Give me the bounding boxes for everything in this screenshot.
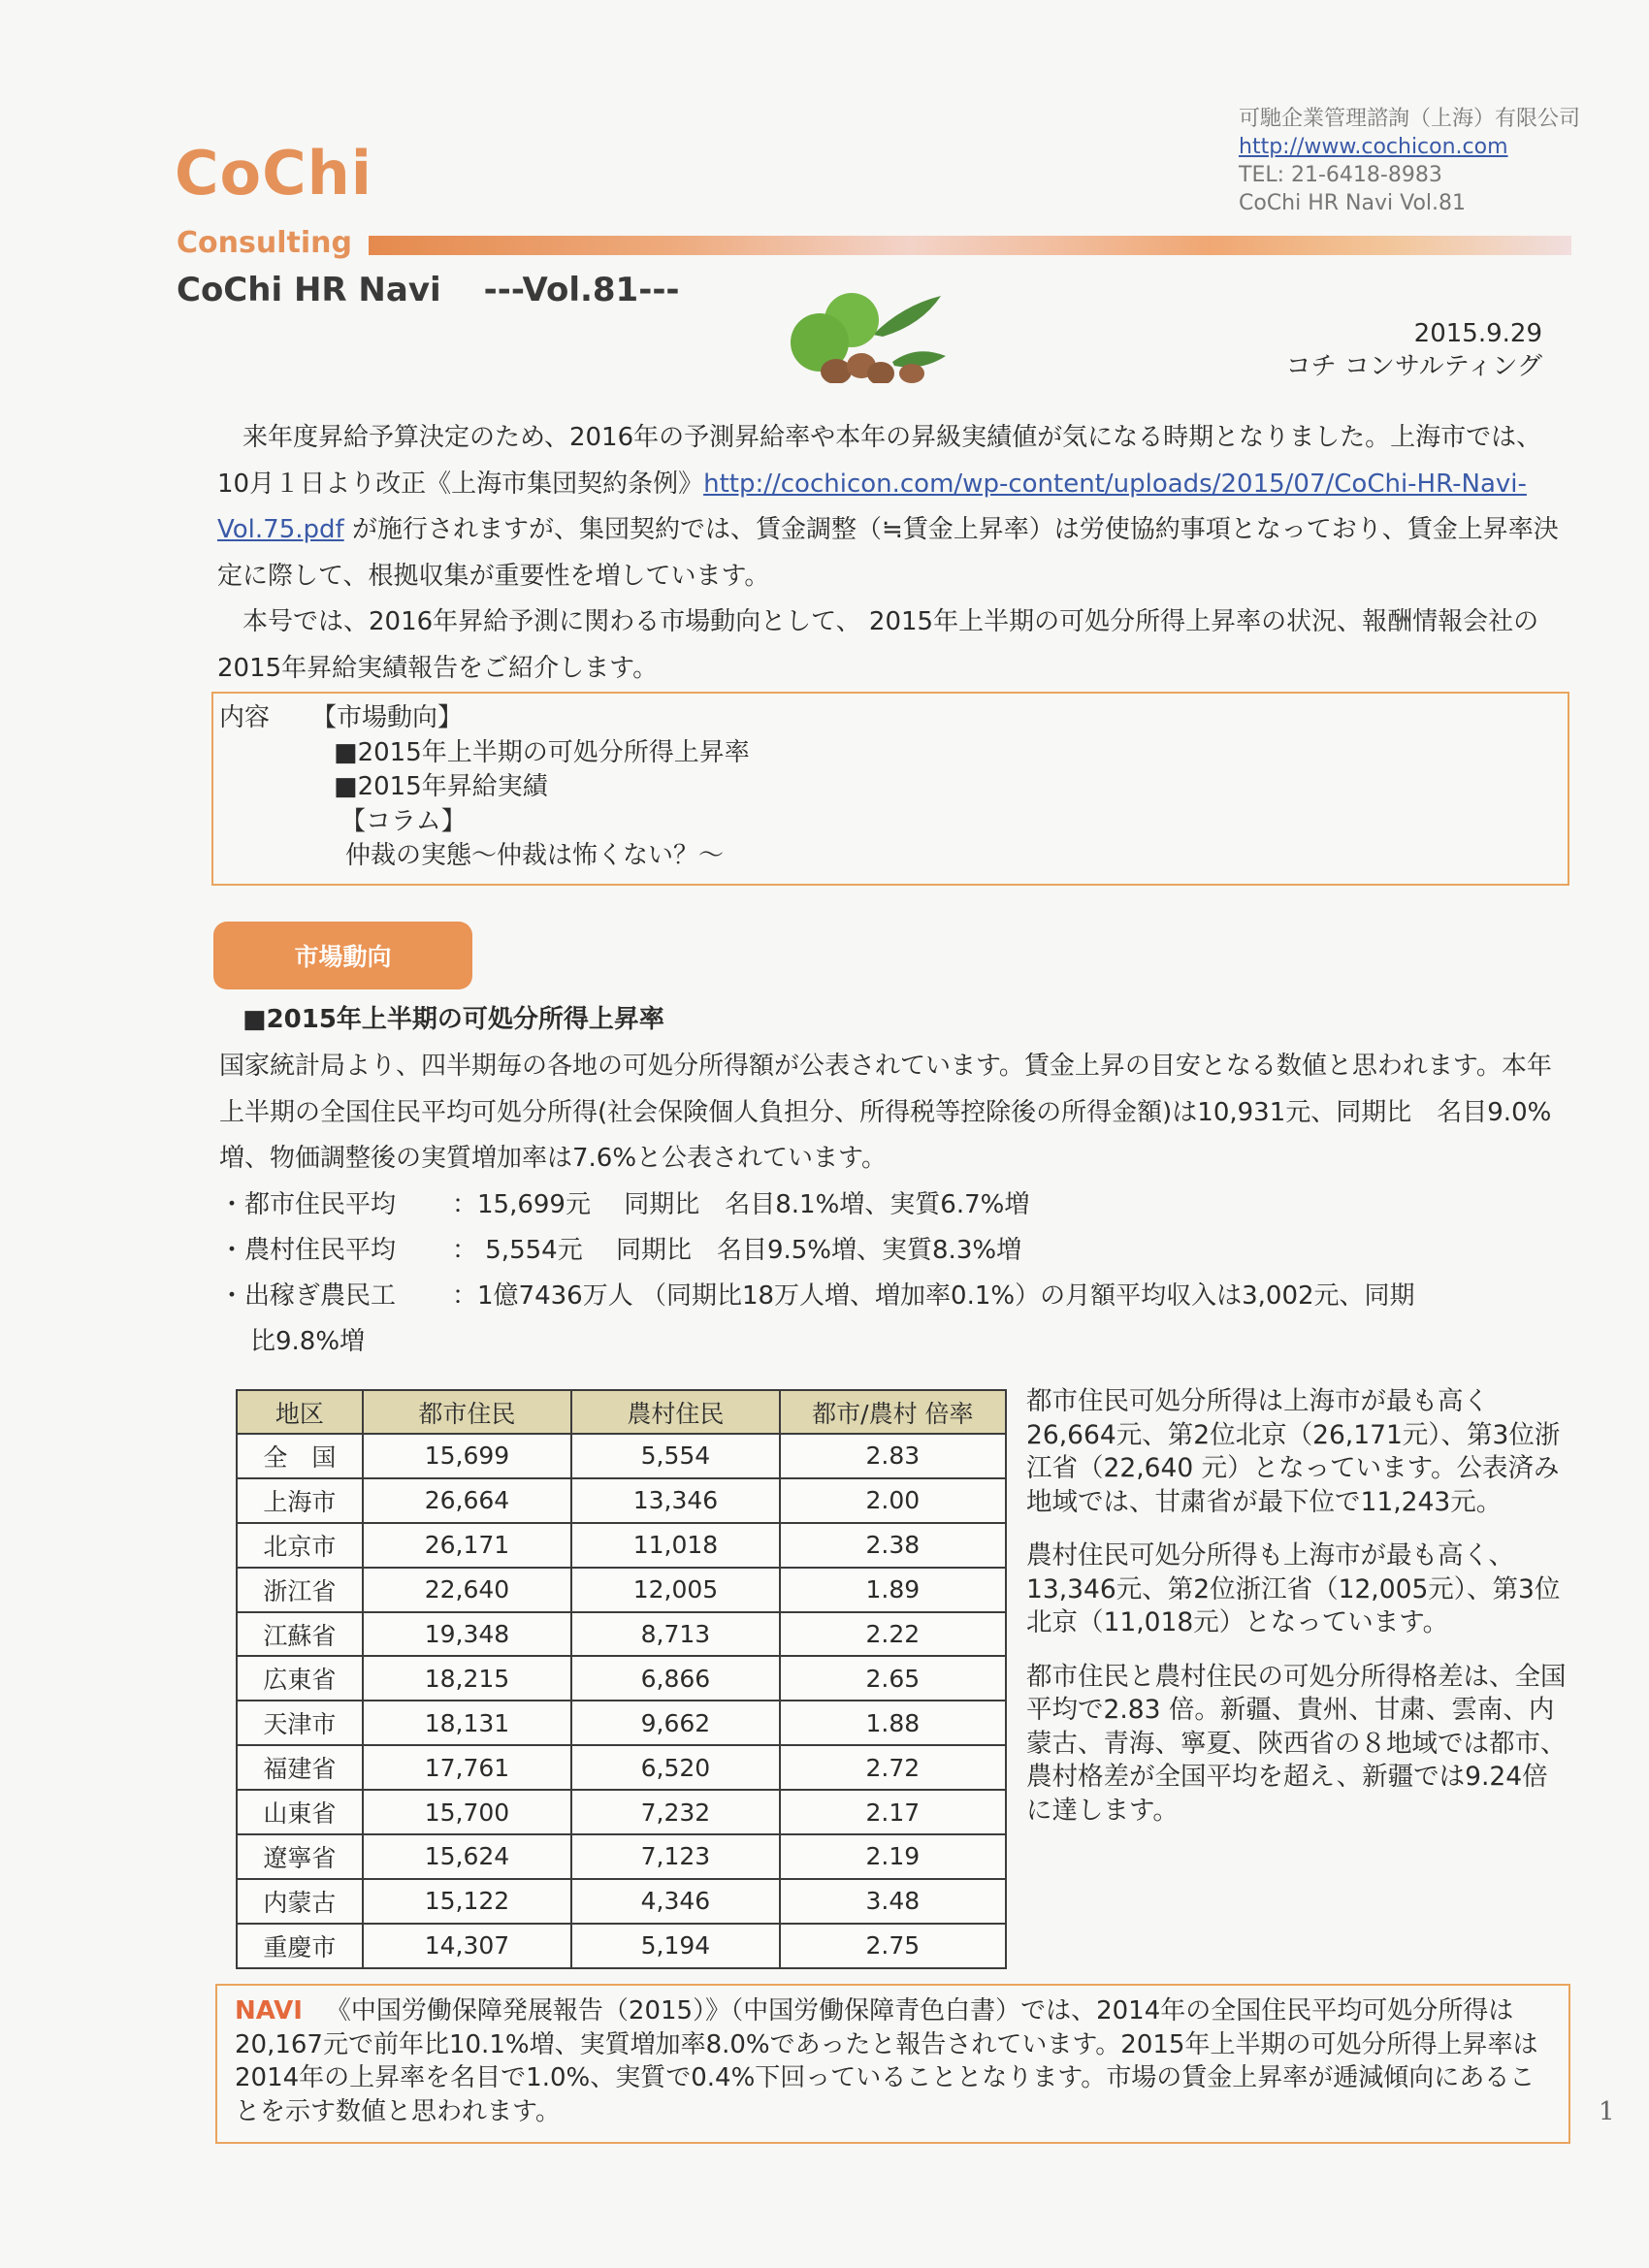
issue-date: 2015.9.29 xyxy=(1413,319,1542,348)
cell-region: 全 国 xyxy=(237,1434,363,1478)
cell-urban: 26,664 xyxy=(363,1478,572,1523)
contents-item: ■2015年昇給実績 xyxy=(334,772,548,801)
cell-urban: 18,215 xyxy=(363,1656,572,1701)
ordinance-link[interactable]: http://cochicon.com/wp-content/uploads/2015/07/CoChi-HR-Navi-Vol.75.pdf xyxy=(217,469,1527,544)
newsletter-name: CoChi HR Navi xyxy=(177,271,441,309)
company-tel: TEL: 21-6418-8983 xyxy=(1239,163,1442,187)
bullet-item: ・農村住民平均 ： 5,554元 同期比 名目9.5%増、実質8.3%増 xyxy=(219,1236,1022,1265)
note-urban: 都市住民可処分所得は上海市が最も高く26,664元、第2位北京（26,171元）、第3位浙江省（22,640 元）となっています。公表済み地域では、甘粛省が最下位で11,243元。 xyxy=(1026,1386,1561,1517)
cell-rural: 13,346 xyxy=(571,1478,780,1523)
cell-ratio: 2.75 xyxy=(780,1924,1006,1968)
navi-tag: NAVI xyxy=(235,1996,303,2025)
cell-region: 内蒙古 xyxy=(237,1879,363,1924)
bullet-continuation: 比9.8%増 xyxy=(250,1327,366,1356)
cell-ratio: 2.72 xyxy=(780,1745,1006,1790)
contents-box xyxy=(211,692,1569,886)
cell-ratio: 1.88 xyxy=(780,1701,1006,1745)
header-gradient-bar xyxy=(369,236,1571,255)
contents-label: 内容 xyxy=(219,703,271,732)
chestnut-illustration-icon xyxy=(776,276,951,383)
contents-item: ■2015年上半期の可処分所得上昇率 xyxy=(334,737,750,767)
intro-paragraph-1: 来年度昇給予算決定のため、2016年の予測昇給率や本年の昇級実績値が気になる時期となりました。上海市では、10月１日より改正《上海市集団契約条例》http://cochicon.com/wp-content/uploads/2015/07/CoChi-HR-Navi-Vol.75.pdf が施行されますが、集団契約では、賃金調整（≒賃金上昇率）は労使協約事項となっており、賃金上昇率決定に際して、根拠収集が重要性を増しています。 xyxy=(217,423,1559,591)
cell-region: 広東省 xyxy=(237,1656,363,1701)
cell-ratio: 3.48 xyxy=(780,1879,1006,1924)
cell-region: 遼寧省 xyxy=(237,1834,363,1879)
cell-rural: 6,866 xyxy=(571,1656,780,1701)
cell-rural: 9,662 xyxy=(571,1701,780,1745)
cell-rural: 7,123 xyxy=(571,1834,780,1879)
table-row xyxy=(237,1612,1006,1657)
page-number: 1 xyxy=(1599,2097,1615,2126)
table-row xyxy=(237,1568,1006,1612)
cell-region: 天津市 xyxy=(237,1701,363,1745)
cell-ratio: 2.65 xyxy=(780,1656,1006,1701)
cell-urban: 15,700 xyxy=(363,1790,572,1834)
table-row xyxy=(237,1745,1006,1790)
author: コチ コンサルティング xyxy=(1285,352,1542,381)
company-website-link[interactable]: http://www.cochicon.com xyxy=(1239,135,1508,159)
cell-rural: 12,005 xyxy=(571,1568,780,1612)
cell-region: 江蘇省 xyxy=(237,1612,363,1657)
section-heading: ■2015年上半期の可処分所得上昇率 xyxy=(242,1005,664,1034)
cell-ratio: 2.00 xyxy=(780,1478,1006,1523)
cell-urban: 15,699 xyxy=(363,1434,572,1478)
table-row xyxy=(237,1701,1006,1745)
cell-urban: 18,131 xyxy=(363,1701,572,1745)
section-badge: 市場動向 xyxy=(213,922,472,989)
bullet-item: ・出稼ぎ農民工 ：1億7436万人 （同期比18万人増、増加率0.1%）の月額平均収入は3,002元、同期 xyxy=(219,1281,1415,1311)
note-rural: 農村住民可処分所得も上海市が最も高く、13,346元、第2位浙江省（12,005元）、第3位北京（11,018元）となっています。 xyxy=(1026,1540,1561,1637)
date-block xyxy=(1286,317,1542,383)
cell-region: 北京市 xyxy=(237,1523,363,1568)
navi-text: 《中国労働保障発展報告（2015）》（中国労働保障青色白書）では、2014年の全国住民平均可処分所得は20,167元で前年比10.1%増、実質増加率8.0%であったと報告されています。2015年上半期の可処分所得上昇率は2014年の上昇率を名目で1.0%、実質で0.4%下回っていることとなります。市場の賃金上昇率が逓減傾向にあることを示す数値と思われます。 xyxy=(235,1996,1538,2126)
cell-ratio: 2.83 xyxy=(780,1434,1006,1478)
intro-text xyxy=(217,415,1566,692)
cell-region: 山東省 xyxy=(237,1790,363,1834)
table-row xyxy=(237,1834,1006,1879)
income-table xyxy=(236,1389,1007,1969)
cell-rural: 4,346 xyxy=(571,1879,780,1924)
header-ratio: 都市/農村 倍率 xyxy=(780,1390,1006,1434)
cell-region: 浙江省 xyxy=(237,1568,363,1612)
table-row xyxy=(237,1656,1006,1701)
cell-region: 重慶市 xyxy=(237,1924,363,1968)
cell-ratio: 2.19 xyxy=(780,1834,1006,1879)
analysis-notes xyxy=(1026,1385,1569,1848)
newsletter-volume: ---Vol.81--- xyxy=(483,271,680,309)
cell-ratio: 2.38 xyxy=(780,1523,1006,1568)
cell-urban: 22,640 xyxy=(363,1568,572,1612)
intro-paragraph-2: 本号では、2016年昇給予測に関わる市場動向として、 2015年上半期の可処分所得上昇率の状況、報酬情報会社の2015年昇給実績報告をご紹介します。 xyxy=(217,607,1539,683)
newsletter-title xyxy=(177,271,680,309)
header-urban: 都市住民 xyxy=(363,1390,572,1434)
cell-region: 上海市 xyxy=(237,1478,363,1523)
navi-box xyxy=(215,1984,1570,2144)
issue-label: CoChi HR Navi Vol.81 xyxy=(1239,191,1467,215)
cell-ratio: 1.89 xyxy=(780,1568,1006,1612)
logo-consulting: Consulting xyxy=(177,226,352,260)
cell-rural: 6,520 xyxy=(571,1745,780,1790)
cell-rural: 5,194 xyxy=(571,1924,780,1968)
table-header-row xyxy=(237,1390,1006,1434)
cell-urban: 15,122 xyxy=(363,1879,572,1924)
cell-urban: 17,761 xyxy=(363,1745,572,1790)
cell-rural: 11,018 xyxy=(571,1523,780,1568)
bullet-item: ・都市住民平均 ：15,699元 同期比 名目8.1%増、実質6.7%増 xyxy=(219,1190,1030,1219)
table-row xyxy=(237,1879,1006,1924)
company-info xyxy=(1239,105,1580,217)
cell-urban: 26,171 xyxy=(363,1523,572,1568)
cell-urban: 15,624 xyxy=(363,1834,572,1879)
cell-rural: 8,713 xyxy=(571,1612,780,1657)
table-row xyxy=(237,1790,1006,1834)
section-body: 国家統計局より、四半期毎の各地の可処分所得額が公表されています。賃金上昇の目安となる数値と思われます。本年上半期の全国住民平均可処分所得(社会保険個人負担分、所得税等控除後の所得金額)は10,931元、同期比 名目9.0%増、物価調整後の実質増加率は7.6%と公表されています。 xyxy=(219,1052,1552,1173)
income-bullets xyxy=(219,1183,1568,1365)
table-row xyxy=(237,1434,1006,1478)
cell-urban: 14,307 xyxy=(363,1924,572,1968)
contents-section-market: 【市場動向】 xyxy=(311,703,464,732)
cell-urban: 19,348 xyxy=(363,1612,572,1657)
logo-cochi: CoChi xyxy=(175,138,372,209)
cell-rural: 5,554 xyxy=(571,1434,780,1478)
table-row xyxy=(237,1478,1006,1523)
contents-item: 仲裁の実態～仲裁は怖くない？～ xyxy=(345,841,725,870)
table-row xyxy=(237,1523,1006,1568)
header-rural: 農村住民 xyxy=(571,1390,780,1434)
company-name: 可馳企業管理諮詢（上海）有限公司 xyxy=(1239,107,1581,131)
cell-ratio: 2.17 xyxy=(780,1790,1006,1834)
contents-section-column: 【コラム】 xyxy=(340,806,467,836)
cell-ratio: 2.22 xyxy=(780,1612,1006,1657)
table-row xyxy=(237,1924,1006,1968)
note-gap: 都市住民と農村住民の可処分所得格差は、全国平均で2.83 倍。新疆、貴州、甘粛、雲南、内蒙古、青海、寧夏、陝西省の８地域では都市、農村格差が全国平均を超え、新疆では9.24倍に達します。 xyxy=(1026,1661,1567,1826)
cell-region: 福建省 xyxy=(237,1745,363,1790)
cell-rural: 7,232 xyxy=(571,1790,780,1834)
header-region: 地区 xyxy=(237,1390,363,1434)
